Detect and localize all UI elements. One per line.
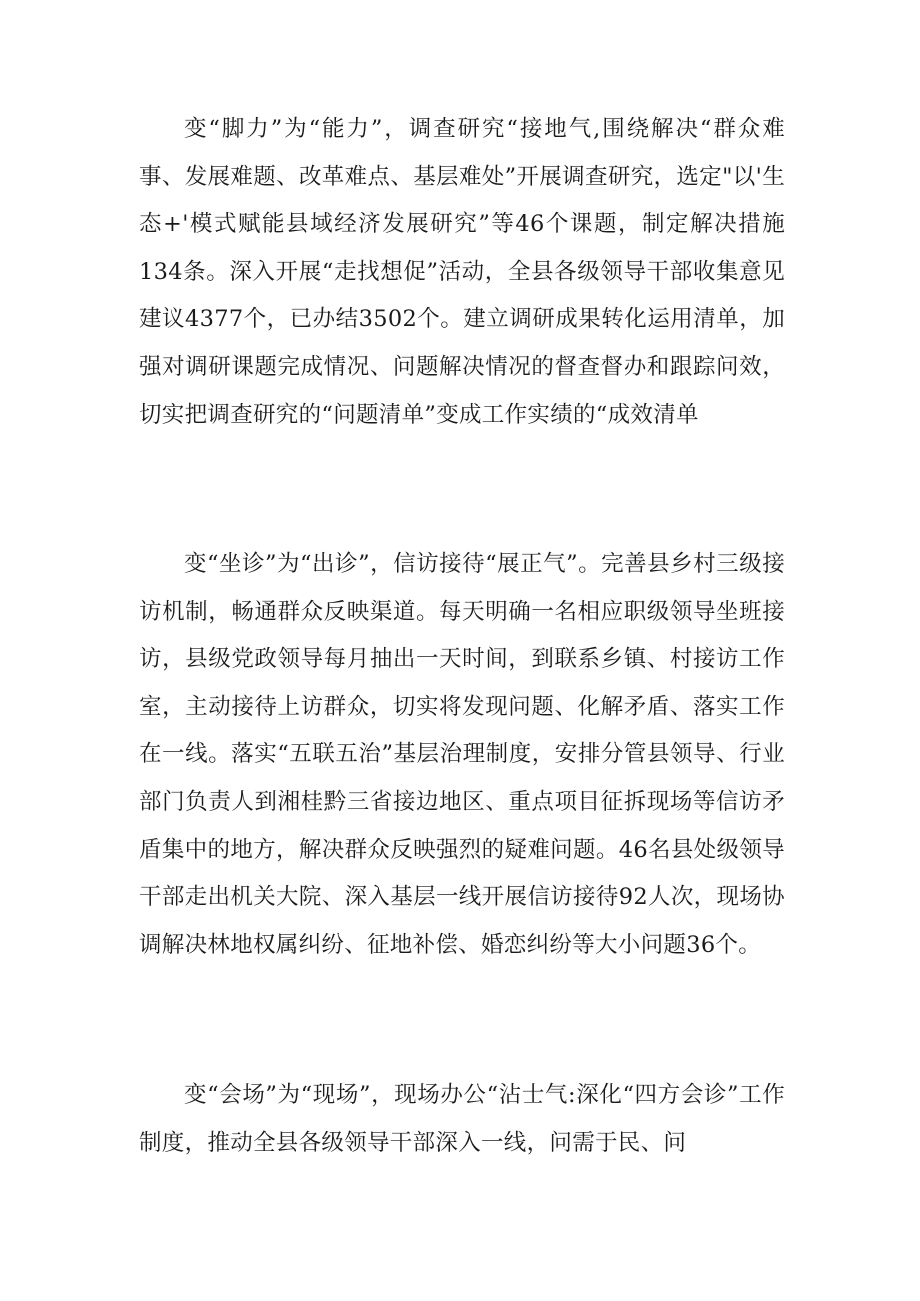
- paragraph-onsite-office: 变“会场”为“现场”，现场办公“沾士气:深化“四方会诊”工作制度，推动全县各级领导干部深入一线，问需于民、问: [139, 1082, 785, 1156]
- paragraph-petition: 变“坐诊”为“出诊”，信访接待“展正气”。完善县乡村三级接访机制，畅通群众反映渠道。每天明确一名相应职级领导坐班接访，县级党政领导每月抽出一天时间，到联系乡镇、村接访工作室，主动接待上访群众，切实将发现问题、化解矛盾、落实工作在一线。落实“五联五治”基层治理制度，安排分管县领导、行业部门负责人到湘桂黔三省接边地区、重点项目征拆现场等信访矛盾集中的地方，解决群众反映强烈的疑难问题。46名县处级领导干部走出机关大院、深入基层一线开展信访接待92人次，现场协调解决林地权属纠纷、征地补偿、婚恋纠纷等大小问题36个。: [139, 551, 785, 958]
- paragraph-research: 变“脚力”为“能力”，调查研究“接地气,围绕解决“群众难事、发展难题、改革难点、基层难处”开展调查研究，选定"以'生态+'模式赋能县域经济发展研究”等46个课题，制定解决措施134条。深入开展“走找想促”活动，全县各级领导干部收集意见建议4377个，已办结3502个。建立调研成果转化运用清单，加强对调研课题完成情况、问题解决情况的督查督办和跟踪问效，切实把调查研究的“问题清单”变成工作实绩的“成效清单: [139, 116, 785, 428]
